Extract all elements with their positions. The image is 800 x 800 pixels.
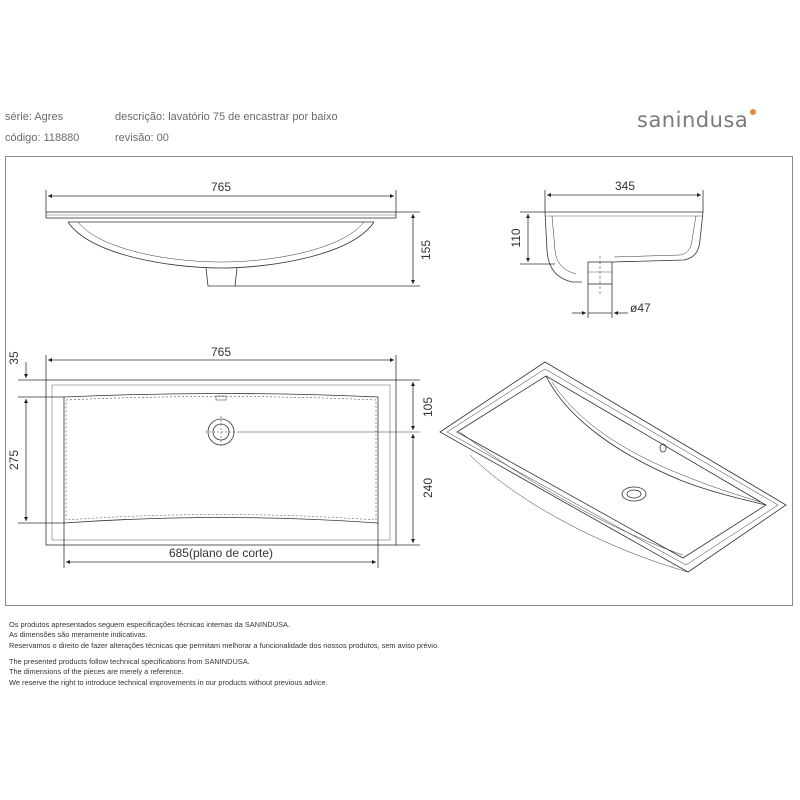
codigo-label: código: 118880 bbox=[5, 132, 80, 144]
note-pt-2: As dimensões são meramente indicativas. bbox=[9, 630, 148, 640]
side-inner-wall bbox=[612, 212, 703, 262]
side-outer-wall bbox=[545, 212, 582, 282]
logo-part2: indusa bbox=[675, 108, 749, 132]
iso-overflow bbox=[660, 444, 666, 452]
notes-portuguese bbox=[9, 620, 439, 651]
note-pt-3: Reservamos o direito de fazer alterações técnicas que permitam melhorar a funcionalidade dos nossos produtos, sem aviso prévio. bbox=[9, 640, 440, 650]
front-width-label: 765 bbox=[210, 180, 232, 194]
revisao-label: revisão: 00 bbox=[115, 132, 169, 144]
front-view bbox=[46, 190, 420, 286]
drain-offset-label: 105 bbox=[421, 396, 435, 418]
plan-width-label: 765 bbox=[210, 345, 232, 359]
front-height-label: 155 bbox=[419, 239, 433, 261]
plan-bowl bbox=[64, 394, 378, 524]
logo-part1: san bbox=[637, 108, 676, 132]
iso-outer-rim bbox=[440, 362, 786, 572]
inner-height-label: 275 bbox=[7, 449, 21, 471]
side-depth-label: 110 bbox=[509, 228, 523, 248]
descricao-label: descrição: lavatório 75 de encastrar por baixo bbox=[115, 111, 338, 123]
plan-view bbox=[18, 355, 420, 568]
serie-label: série: Agres bbox=[5, 111, 64, 123]
outer-height-label: 240 bbox=[421, 477, 435, 499]
side-width-label: 345 bbox=[614, 179, 636, 193]
drain-diameter-label: ø47 bbox=[630, 301, 651, 315]
notes-english bbox=[9, 657, 328, 688]
plan-outer-rim bbox=[46, 380, 396, 545]
isometric-view bbox=[440, 362, 786, 572]
side-view bbox=[520, 190, 703, 318]
note-en-3: We reserve the right to introduce technical improvements in our products without previous advice. bbox=[9, 677, 328, 687]
iso-drain bbox=[622, 487, 646, 501]
cut-plane-label: 685(plano de corte) bbox=[168, 546, 274, 560]
note-pt-1: Os produtos apresentados seguem especificações técnicas internas da SANINDUSA. bbox=[9, 620, 290, 629]
top-offset-label: 35 bbox=[7, 351, 21, 365]
note-en-2: The dimensions of the pieces are merely a reference. bbox=[9, 667, 184, 677]
front-drain bbox=[206, 268, 237, 286]
note-en-1: The presented products follow technical specifications from SANINDUSA. bbox=[9, 657, 250, 666]
